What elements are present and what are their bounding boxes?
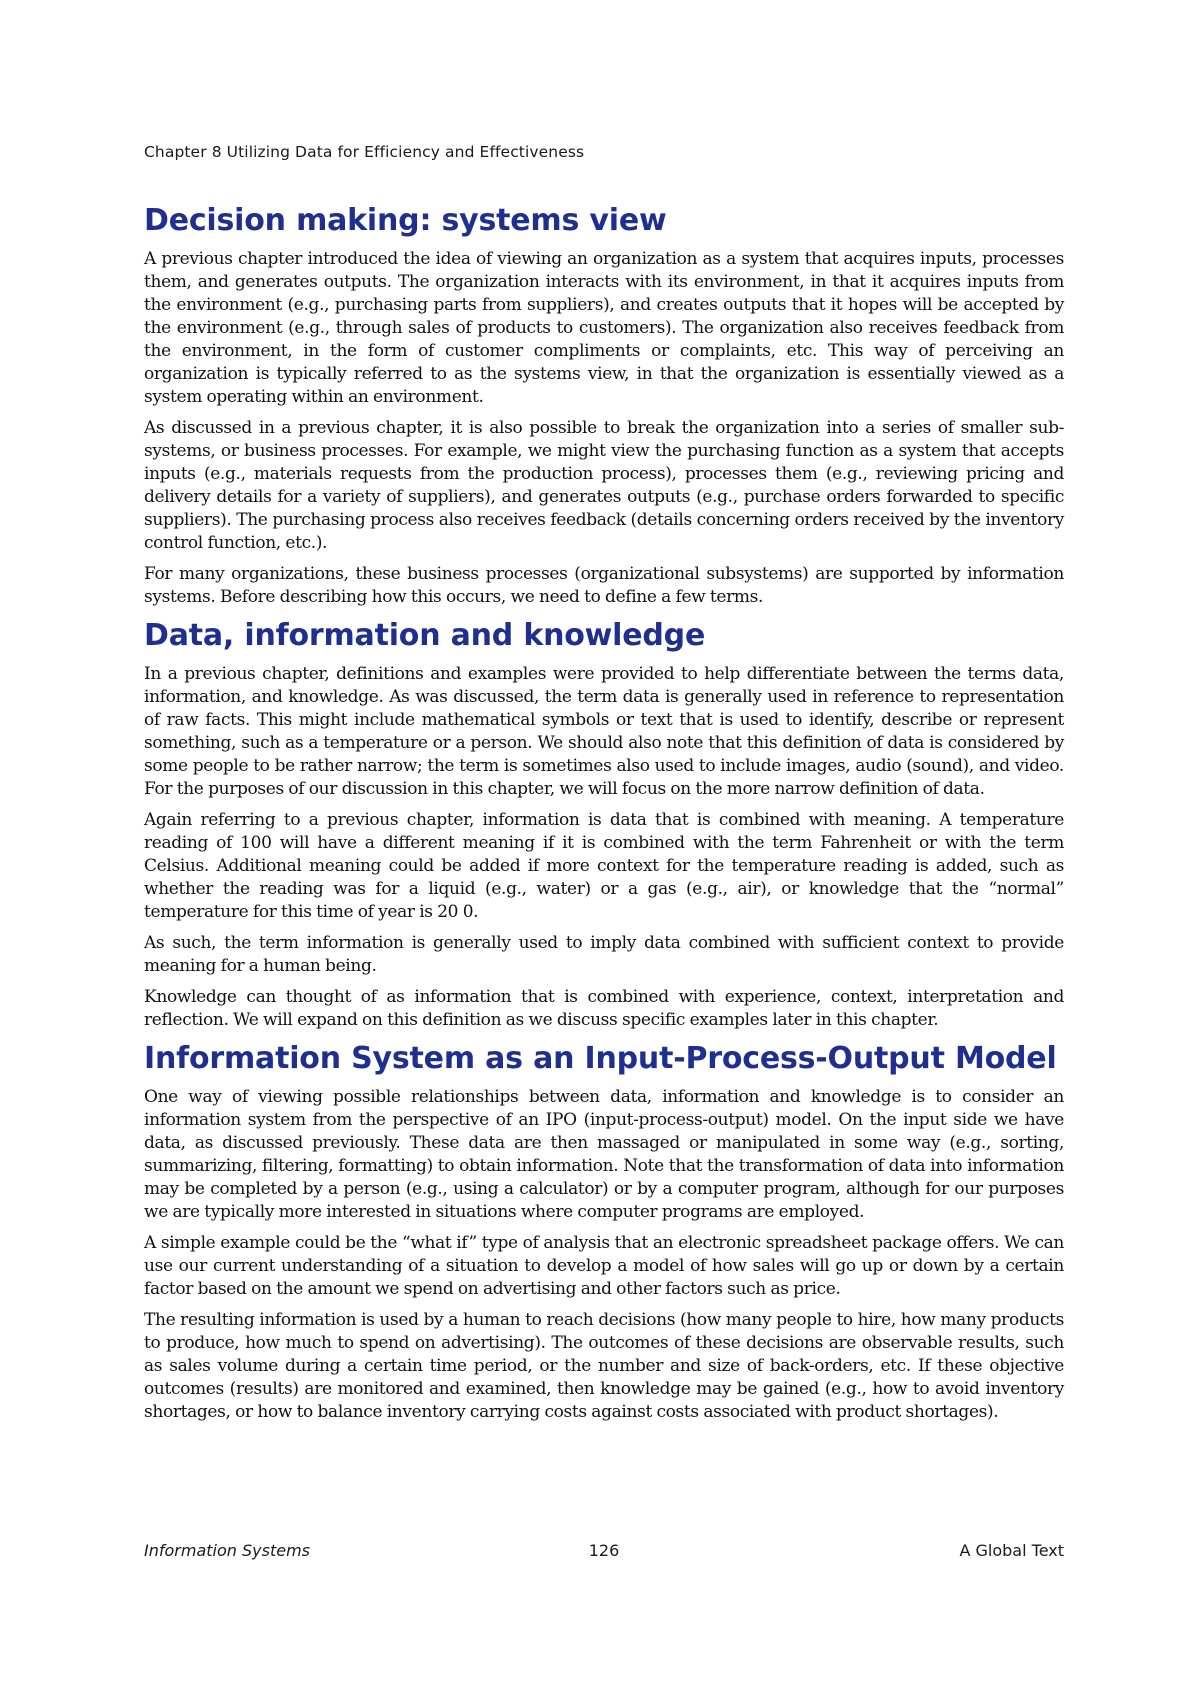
page-content xyxy=(144,202,1064,1432)
section-ipo-model xyxy=(144,1040,1064,1424)
paragraph: A simple example could be the “what if” type of analysis that an electronic spreadsheet package offers. We can use our current understanding of a situation to develop a model of how sales will go up or down by a certain factor based on the amount we spend on advertising and other factors such as price. xyxy=(144,1233,1064,1299)
section-decision-making xyxy=(144,202,1064,609)
paragraph: As discussed in a previous chapter, it is also possible to break the organization into a series of smaller sub-systems, or business processes. For example, we might view the purchasing function as a system that accepts inputs (e.g., materials requests from the production process), processes them (e.g., reviewing pricing and delivery details for a variety of suppliers), and generates outputs (e.g., purchase orders forwarded to specific suppliers). The purchasing process also receives feedback (details concerning orders received by the inventory control function, etc.). xyxy=(144,418,1064,553)
paragraph: As such, the term information is generally used to imply data combined with sufficient context to provide meaning for a human being. xyxy=(144,933,1064,976)
paragraph: Knowledge can thought of as information that is combined with experience, context, interpretation and reflection. We will expand on this definition as we discuss specific examples later in this chapter. xyxy=(144,987,1064,1030)
paragraph: A previous chapter introduced the idea of viewing an organization as a system that acquires inputs, processes them, and generates outputs. The organization interacts with its environment, in that it acquires inputs from the environment (e.g., purchasing parts from suppliers), and creates outputs that it hopes will be accepted by the environment (e.g., through sales of products to customers). The organization also receives feedback from the environment, in the form of customer compliments or complaints, etc. This way of perceiving an organization is typically referred to as the systems view, in that the organization is essentially viewed as a system operating within an environment. xyxy=(144,249,1064,407)
paragraph: In a previous chapter, definitions and examples were provided to help differentiate between the terms data, information, and knowledge. As was discussed, the term data is generally used in reference to representation of raw facts. This might include mathematical symbols or text that is used to identify, describe or represent something, such as a temperature or a person. We should also note that this definition of data is considered by some people to be rather narrow; the term is sometimes also used to include images, audio (sound), and video. For the purposes of our discussion in this chapter, we will focus on the more narrow definition of data. xyxy=(144,664,1064,799)
paragraph: For many organizations, these business processes (organizational subsystems) are supported by information systems. Before describing how this occurs, we need to define a few terms. xyxy=(144,564,1064,607)
footer-publisher: A Global Text xyxy=(959,1541,1064,1560)
paragraph: Again referring to a previous chapter, information is data that is combined with meaning. A temperature reading of 100 will have a different meaning if it is combined with the term Fahrenheit or with the term Celsius. Additional meaning could be added if more context for the temperature reading is added, such as whether the reading was for a liquid (e.g., water) or a gas (e.g., air), or knowledge that the “normal” temperature for this time of year is 20 0. xyxy=(144,810,1064,922)
section-heading: Decision making: systems view xyxy=(144,203,667,238)
section-heading: Information System as an Input-Process-Output Model xyxy=(144,1041,1057,1076)
footer-book-title: Information Systems xyxy=(144,1541,310,1560)
paragraph: One way of viewing possible relationships between data, information and knowledge is to consider an information system from the perspective of an IPO (input-process-output) model. On the input side we have data, as discussed previously. These data are then massaged or manipulated in some way (e.g., sorting, summarizing, filtering, formatting) to obtain information. Note that the transformation of data into information may be completed by a person (e.g., using a calculator) or by a computer program, although for our purposes we are typically more interested in situations where computer programs are employed. xyxy=(144,1087,1064,1222)
section-heading: Data, information and knowledge xyxy=(144,618,706,653)
section-data-information-knowledge xyxy=(144,617,1064,1032)
page-footer xyxy=(144,1541,1064,1565)
paragraph: The resulting information is used by a human to reach decisions (how many people to hire, how many products to produce, how much to spend on advertising). The outcomes of these decisions are observable results, such as sales volume during a certain time period, or the number and size of back-orders, etc. If these objective outcomes (results) are monitored and examined, then knowledge may be gained (e.g., how to avoid inventory shortages, or how to balance inventory carrying costs against costs associated with product shortages). xyxy=(144,1310,1064,1422)
footer-page-number: 126 xyxy=(588,1541,620,1560)
chapter-header: Chapter 8 Utilizing Data for Efficiency and Effectiveness xyxy=(144,143,585,161)
